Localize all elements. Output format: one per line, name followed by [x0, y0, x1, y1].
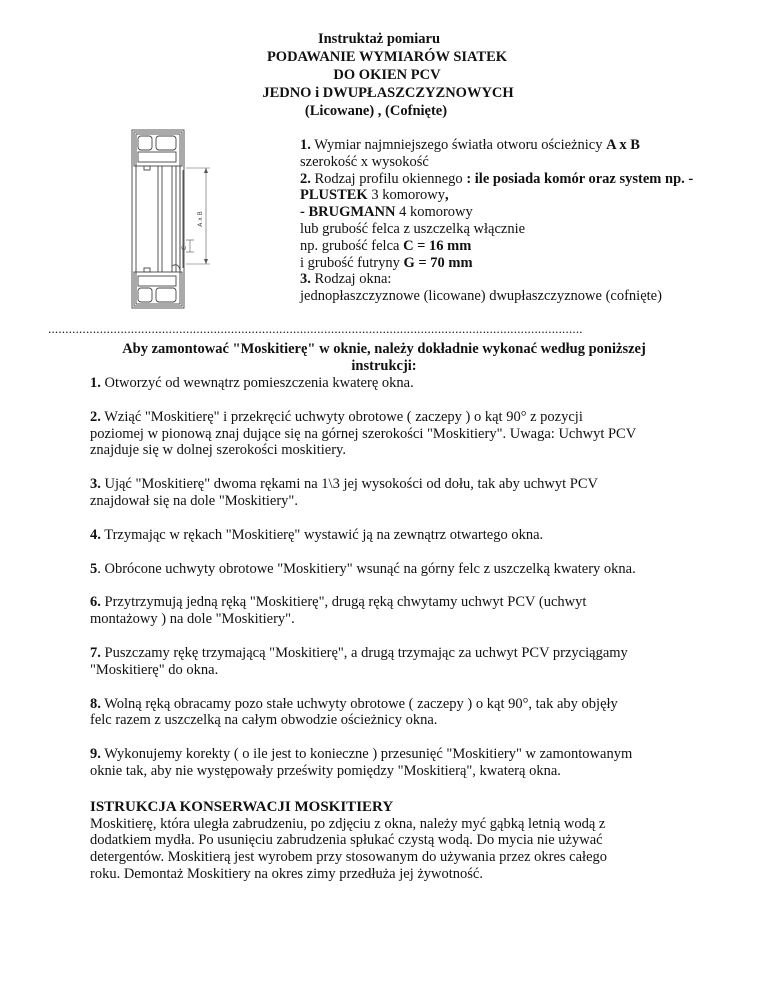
measurement-specs [300, 137, 740, 305]
step-1: 1. Otworzyć od wewnątrz pomieszczenia kwaterę okna. [90, 375, 414, 391]
header-title-line-4: (Licowane) , (Cofnięte) [304, 103, 448, 119]
step-3: 3. Ująć "Moskitierę" dwoma rękami na 1\3 jej wysokości od dołu, tak aby uchwyt PCV znajdował się na dole "Moskitiery". [90, 476, 598, 509]
step-5: 5. Obrócone uchwyty obrotowe "Moskitiery" wsunąć na górny felc z uszczelką kwatery okna. [90, 560, 636, 577]
dimension-label-ab: A x B [197, 211, 204, 227]
header-title-line-1: PODAWANIE WYMIARÓW SIATEK [266, 49, 508, 65]
step-4: 4. Trzymając w rękach "Moskitierę" wystawić ją na zewnątrz otwartego okna. [90, 526, 544, 543]
spec-line-3: 2. Rodzaj profilu okiennego : ile posiada komór oraz system np. - [300, 170, 694, 187]
header-title-line-3: JEDNO i DWUPŁASZCZYZNOWYCH [262, 85, 514, 101]
step-8: 8. Wolną ręką obracamy pozo stałe uchwyty obrotowe ( zaczepy ) o kąt 90°, tak aby objęły felc razem z uszczelką na całym obwodzie ościeżnicy okna. [90, 695, 618, 729]
header-title-line-2: DO OKIEN PCV [333, 67, 441, 83]
spec-line-7: np. grubość felca C = 16 mm [300, 237, 472, 254]
instructions-body [90, 375, 710, 883]
spec-line-9: 3. Rodzaj okna: [300, 271, 392, 288]
maintenance-text: Moskitierę, która uległa zabrudzeniu, po zdjęciu z okna, należy myć gąbką letnią wodą z dodatkiem mydła. Po usunięciu zabrudzenia spłukać czystą wodą. Do mycia nie używać detergentów. Moskitierą jest wyrobem przy stosowanym do używania przez okres całego roku. Demontaż Moskitiery na okres zimy przedłuża jej żywotność. [90, 815, 608, 882]
spec-line-8: i grubość futryny G = 70 mm [300, 254, 473, 271]
spec-line-4: PLUSTEK 3 komorowy, [300, 187, 449, 204]
document-header [0, 30, 768, 120]
spec-line-1: 1. Wymiar najmniejszego światła otworu ościeżnicy A x B [300, 137, 640, 153]
dotted-separator: ........................................................................................................................................................... [48, 322, 583, 336]
spec-line-5: - BRUGMANN 4 komorowy [300, 204, 473, 221]
window-profile-diagram [128, 124, 228, 314]
dimension-label-c: C [181, 245, 188, 251]
spec-line-6: lub grubość felca z uszczelką włącznie [300, 220, 526, 237]
intro-line-1: Aby zamontować "Moskitierę" w oknie, należy dokładnie wykonać według poniższej [122, 341, 646, 357]
maintenance-title: ISTRUKCJA KONSERWACJI MOSKITIERY [90, 798, 394, 815]
step-9: 9. Wykonujemy korekty ( o ile jest to konieczne ) przesunięć "Moskitiery" w zamontowanym oknie tak, aby nie występowały prześwity pomiędzy "Moskitierą", kwaterą okna. [90, 746, 633, 779]
step-2: 2. Wziąć "Moskitierę" i przekręcić uchwyty obrotowe ( zaczepy ) o kąt 90° z pozycji poziomej w pionową znaj dujące się na górnej szerokości "Moskitiery". Uwaga: Uchwyt PCV znajduje się w dolnej szerokości moskitiery. [90, 408, 637, 459]
header-subtitle: Instruktaż pomiaru [317, 31, 441, 47]
spec-line-10: jednopłaszczyznowe (licowane) dwupłaszczyznowe (cofnięte) [300, 288, 662, 305]
spec-line-2: szerokość x wysokość [300, 153, 429, 170]
instructions-intro [90, 341, 678, 375]
step-6: 6. Przytrzymują jedną ręką "Moskitierę", drugą ręką chwytamy uchwyt PCV (uchwyt montażowy ) na dole "Moskitiery". [90, 594, 587, 628]
intro-line-2: instrukcji: [351, 358, 417, 374]
step-7: 7. Puszczamy rękę trzymającą "Moskitierę", a drugą trzymając za uchwyt PCV przyciągamy "Moskitierę" do okna. [90, 644, 628, 678]
